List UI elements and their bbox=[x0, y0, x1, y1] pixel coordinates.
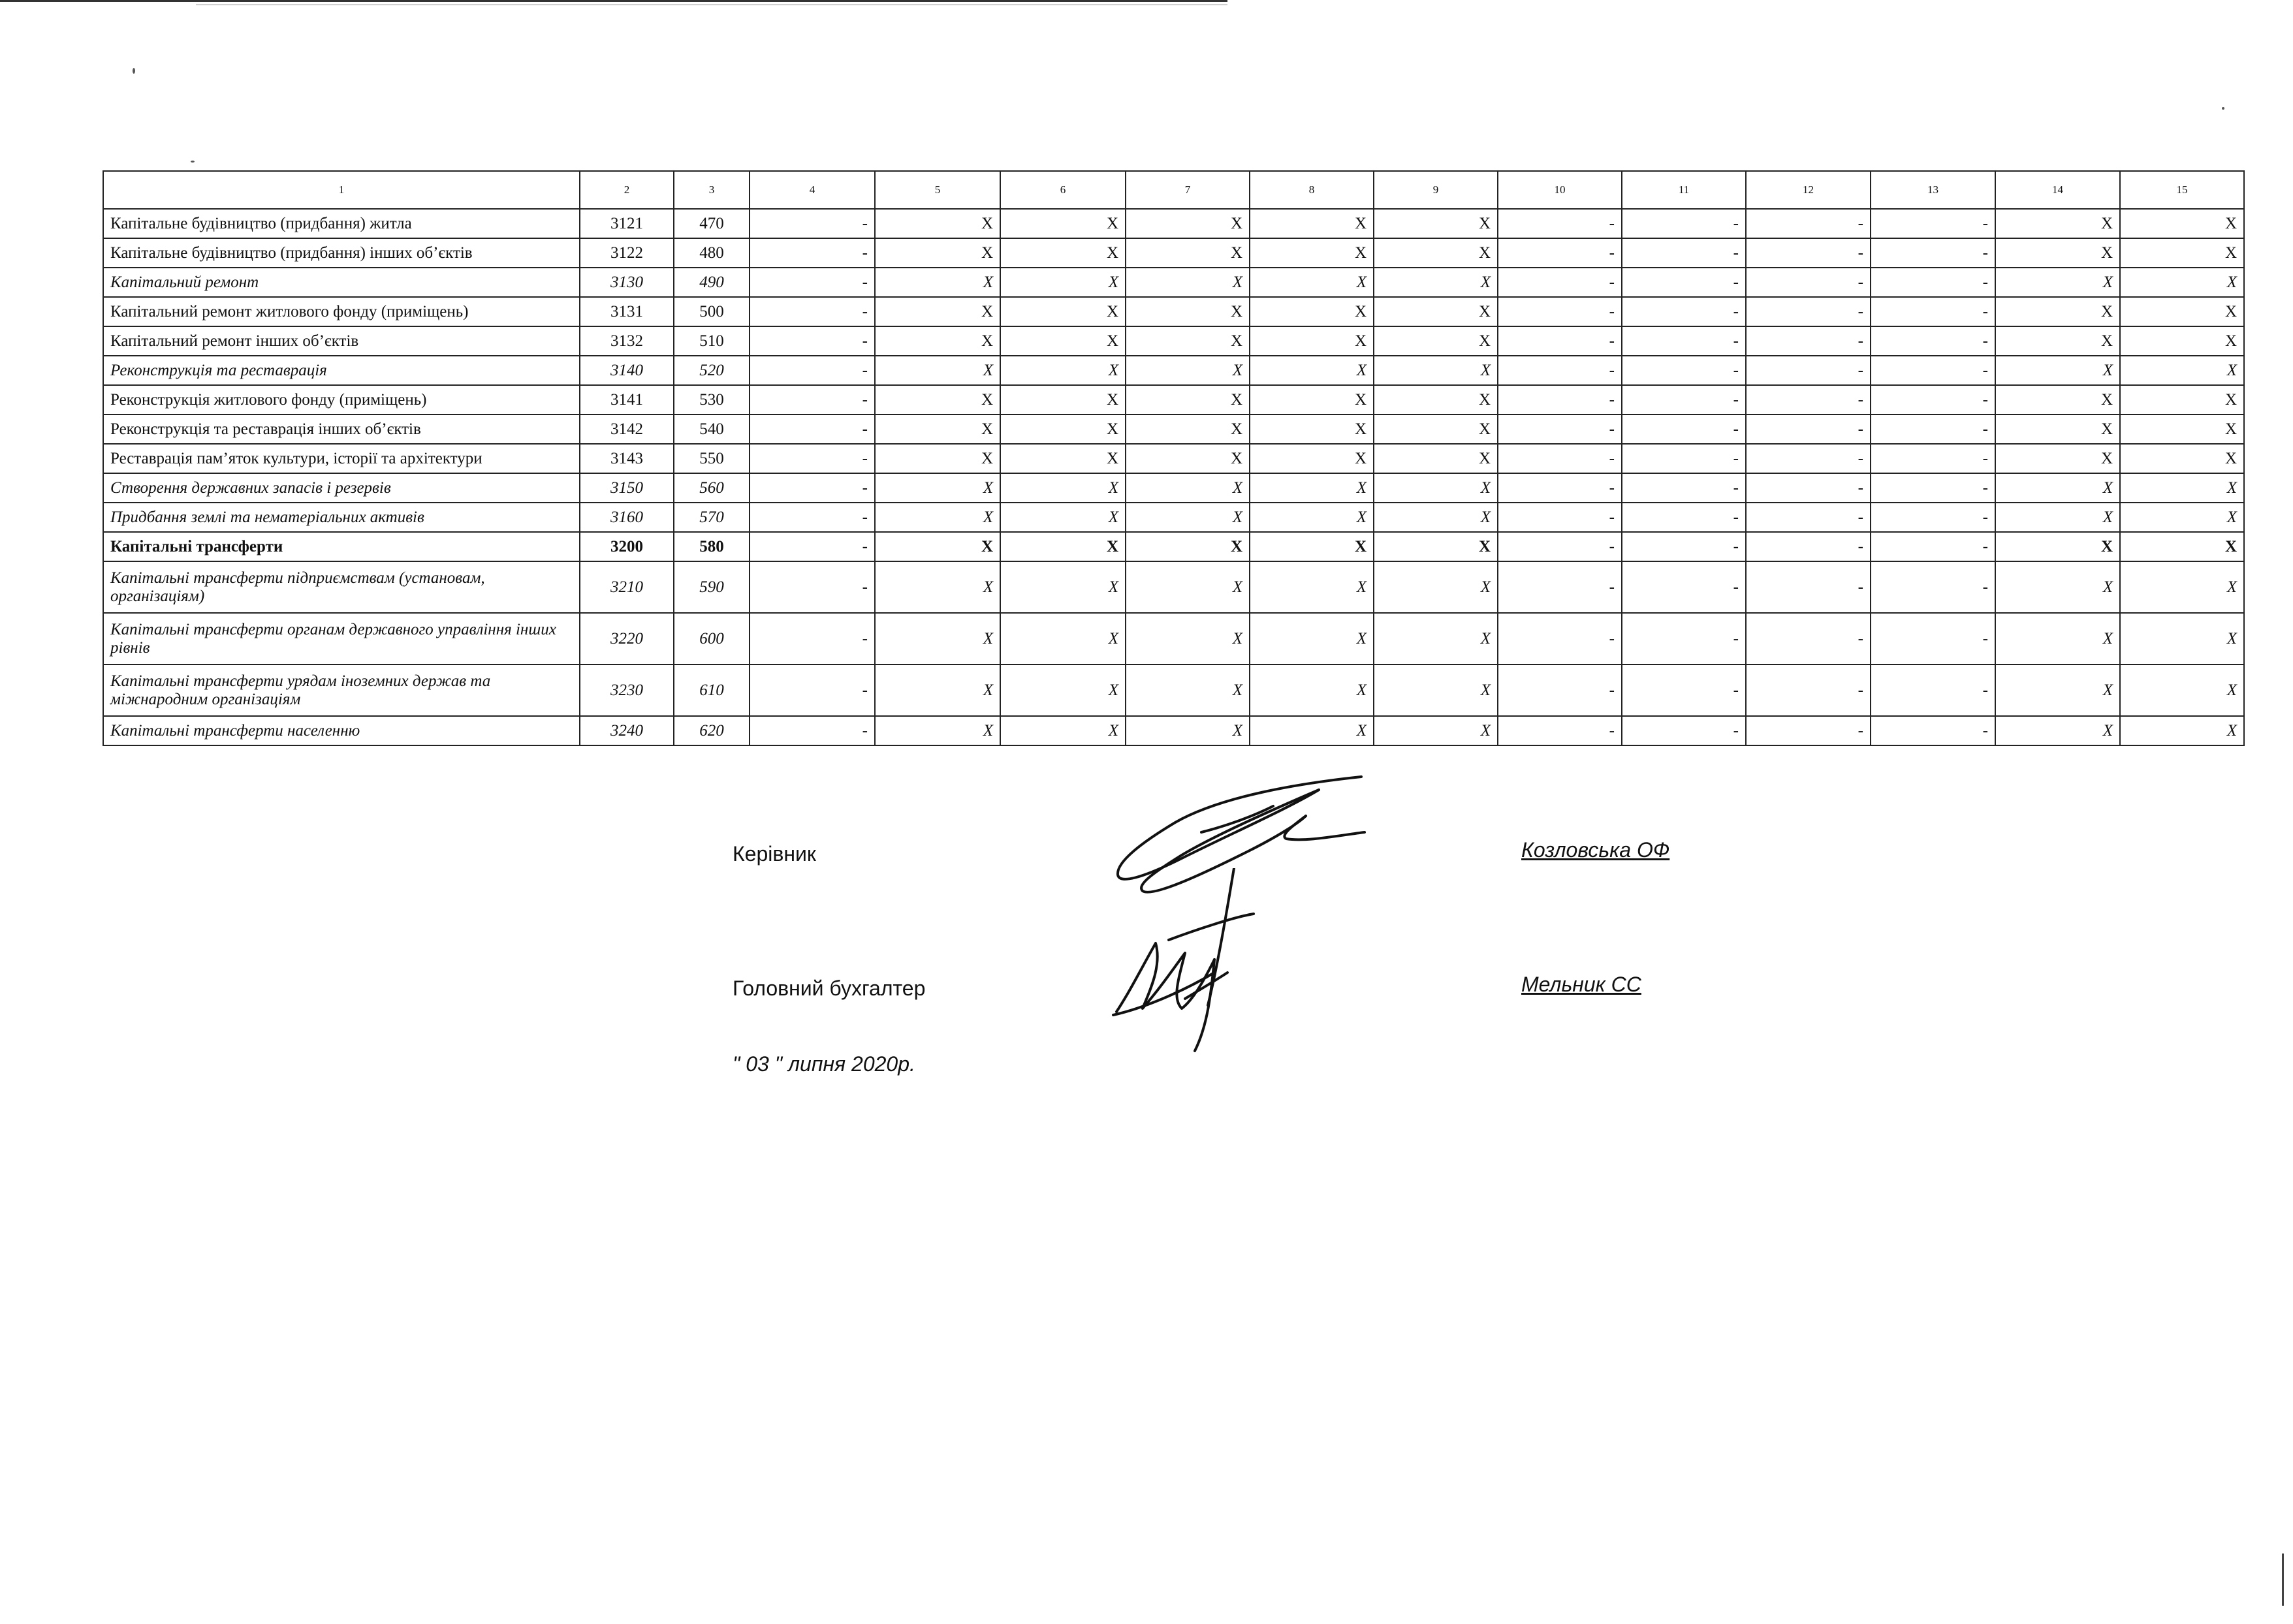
table-row bbox=[103, 297, 2244, 326]
cross-mark-cell: X bbox=[875, 444, 1000, 473]
dash-cell: - bbox=[1871, 414, 1995, 444]
line-code-cell: 550 bbox=[674, 444, 750, 473]
cross-mark-cell: X bbox=[2120, 356, 2244, 385]
cross-mark-cell: X bbox=[2120, 444, 2244, 473]
cross-mark-cell: X bbox=[1000, 385, 1126, 414]
dash-cell: - bbox=[1622, 613, 1746, 664]
dash-cell: - bbox=[1746, 503, 1871, 532]
cross-mark-cell: X bbox=[1126, 356, 1250, 385]
dash-cell: - bbox=[750, 414, 875, 444]
dash-cell: - bbox=[1746, 297, 1871, 326]
cross-mark-cell: X bbox=[1374, 473, 1498, 503]
table-row bbox=[103, 238, 2244, 268]
column-number-header: 14 bbox=[1995, 171, 2120, 209]
dash-cell: - bbox=[1746, 209, 1871, 238]
row-name-cell: Реконструкція житлового фонду (приміщень) bbox=[103, 385, 580, 414]
cross-mark-cell: X bbox=[1000, 444, 1126, 473]
cross-mark-cell: X bbox=[1126, 444, 1250, 473]
dash-cell: - bbox=[1871, 356, 1995, 385]
dash-cell: - bbox=[1622, 385, 1746, 414]
cross-mark-cell: X bbox=[875, 561, 1000, 613]
row-name-cell: Реставрація пам’яток культури, історії та архітектури bbox=[103, 444, 580, 473]
cross-mark-cell: X bbox=[1250, 268, 1374, 297]
cross-mark-cell: X bbox=[1374, 238, 1498, 268]
cross-mark-cell: X bbox=[1995, 532, 2120, 561]
kekv-code-cell: 3230 bbox=[580, 664, 674, 716]
cross-mark-cell: X bbox=[1250, 561, 1374, 613]
column-number-header: 2 bbox=[580, 171, 674, 209]
cross-mark-cell: X bbox=[1250, 238, 1374, 268]
row-name-cell: Капітальний ремонт інших об’єктів bbox=[103, 326, 580, 356]
dash-cell: - bbox=[1746, 532, 1871, 561]
dash-cell: - bbox=[1871, 297, 1995, 326]
cross-mark-cell: X bbox=[875, 356, 1000, 385]
table-row bbox=[103, 561, 2244, 613]
line-code-cell: 510 bbox=[674, 326, 750, 356]
column-number-header: 12 bbox=[1746, 171, 1871, 209]
row-name-cell: Капітальне будівництво (придбання) інших об’єктів bbox=[103, 238, 580, 268]
cross-mark-cell: X bbox=[1000, 503, 1126, 532]
cross-mark-cell: X bbox=[2120, 238, 2244, 268]
line-code-cell: 540 bbox=[674, 414, 750, 444]
cross-mark-cell: X bbox=[1250, 716, 1374, 745]
accountant-label: Головний бухгалтер bbox=[733, 976, 926, 1000]
dash-cell: - bbox=[1498, 503, 1622, 532]
cross-mark-cell: X bbox=[1126, 385, 1250, 414]
head-name: Козловська ОФ bbox=[1521, 838, 1670, 862]
dash-cell: - bbox=[1871, 561, 1995, 613]
cross-mark-cell: X bbox=[875, 664, 1000, 716]
column-number-header: 11 bbox=[1622, 171, 1746, 209]
dash-cell: - bbox=[1498, 238, 1622, 268]
cross-mark-cell: X bbox=[1000, 532, 1126, 561]
row-name-cell: Реконструкція та реставрація bbox=[103, 356, 580, 385]
cross-mark-cell: X bbox=[1995, 326, 2120, 356]
cross-mark-cell: X bbox=[1250, 473, 1374, 503]
capital-expenditure-table bbox=[103, 170, 2245, 746]
cross-mark-cell: X bbox=[1995, 444, 2120, 473]
cross-mark-cell: X bbox=[875, 268, 1000, 297]
cross-mark-cell: X bbox=[1995, 209, 2120, 238]
row-name-cell: Придбання землі та нематеріальних активів bbox=[103, 503, 580, 532]
cross-mark-cell: X bbox=[2120, 664, 2244, 716]
dash-cell: - bbox=[1746, 444, 1871, 473]
dash-cell: - bbox=[1871, 385, 1995, 414]
dash-cell: - bbox=[1622, 326, 1746, 356]
cross-mark-cell: X bbox=[1374, 297, 1498, 326]
cross-mark-cell: X bbox=[1374, 268, 1498, 297]
dash-cell: - bbox=[750, 268, 875, 297]
dash-cell: - bbox=[750, 238, 875, 268]
cross-mark-cell: X bbox=[1000, 268, 1126, 297]
dash-cell: - bbox=[750, 716, 875, 745]
cross-mark-cell: X bbox=[875, 473, 1000, 503]
dash-cell: - bbox=[1871, 326, 1995, 356]
kekv-code-cell: 3140 bbox=[580, 356, 674, 385]
dash-cell: - bbox=[1622, 716, 1746, 745]
cross-mark-cell: X bbox=[1250, 356, 1374, 385]
kekv-code-cell: 3131 bbox=[580, 297, 674, 326]
kekv-code-cell: 3200 bbox=[580, 532, 674, 561]
kekv-code-cell: 3141 bbox=[580, 385, 674, 414]
dash-cell: - bbox=[750, 385, 875, 414]
cross-mark-cell: X bbox=[2120, 385, 2244, 414]
table-row bbox=[103, 209, 2244, 238]
line-code-cell: 530 bbox=[674, 385, 750, 414]
table-row bbox=[103, 268, 2244, 297]
dash-cell: - bbox=[1498, 356, 1622, 385]
dash-cell: - bbox=[1498, 297, 1622, 326]
line-code-cell: 520 bbox=[674, 356, 750, 385]
dash-cell: - bbox=[1498, 532, 1622, 561]
cross-mark-cell: X bbox=[1250, 326, 1374, 356]
dash-cell: - bbox=[1622, 209, 1746, 238]
cross-mark-cell: X bbox=[1000, 716, 1126, 745]
cross-mark-cell: X bbox=[1126, 613, 1250, 664]
line-code-cell: 600 bbox=[674, 613, 750, 664]
accountant-name: Мельник СС bbox=[1521, 973, 1641, 996]
cross-mark-cell: X bbox=[875, 297, 1000, 326]
cross-mark-cell: X bbox=[2120, 716, 2244, 745]
cross-mark-cell: X bbox=[875, 385, 1000, 414]
dash-cell: - bbox=[1622, 414, 1746, 444]
cross-mark-cell: X bbox=[1374, 716, 1498, 745]
dash-cell: - bbox=[1871, 238, 1995, 268]
row-name-cell: Капітальні трансферти підприємствам (установам, організаціям) bbox=[103, 561, 580, 613]
dash-cell: - bbox=[1498, 268, 1622, 297]
cross-mark-cell: X bbox=[1000, 561, 1126, 613]
column-number-header: 4 bbox=[750, 171, 875, 209]
cross-mark-cell: X bbox=[2120, 414, 2244, 444]
row-name-cell: Реконструкція та реставрація інших об’єктів bbox=[103, 414, 580, 444]
dash-cell: - bbox=[1622, 297, 1746, 326]
dash-cell: - bbox=[1622, 664, 1746, 716]
cross-mark-cell: X bbox=[2120, 473, 2244, 503]
head-label: Керівник bbox=[733, 842, 816, 866]
dash-cell: - bbox=[750, 209, 875, 238]
scan-speck bbox=[2282, 1554, 2284, 1606]
cross-mark-cell: X bbox=[1995, 664, 2120, 716]
cross-mark-cell: X bbox=[875, 209, 1000, 238]
row-name-cell: Капітальні трансферти населенню bbox=[103, 716, 580, 745]
cross-mark-cell: X bbox=[1126, 414, 1250, 444]
cross-mark-cell: X bbox=[875, 532, 1000, 561]
row-name-cell: Капітальний ремонт bbox=[103, 268, 580, 297]
dash-cell: - bbox=[750, 613, 875, 664]
row-name-cell: Капітальні трансферти органам державного управління інших рівнів bbox=[103, 613, 580, 664]
row-name-cell: Капітальне будівництво (придбання) житла bbox=[103, 209, 580, 238]
kekv-code-cell: 3130 bbox=[580, 268, 674, 297]
cross-mark-cell: X bbox=[1374, 326, 1498, 356]
cross-mark-cell: X bbox=[1250, 414, 1374, 444]
kekv-code-cell: 3121 bbox=[580, 209, 674, 238]
dash-cell: - bbox=[1746, 664, 1871, 716]
cross-mark-cell: X bbox=[1374, 209, 1498, 238]
table-row bbox=[103, 326, 2244, 356]
dash-cell: - bbox=[1871, 209, 1995, 238]
dash-cell: - bbox=[1746, 716, 1871, 745]
dash-cell: - bbox=[1746, 385, 1871, 414]
cross-mark-cell: X bbox=[1250, 385, 1374, 414]
table-row bbox=[103, 664, 2244, 716]
dash-cell: - bbox=[1498, 326, 1622, 356]
dash-cell: - bbox=[1498, 385, 1622, 414]
cross-mark-cell: X bbox=[2120, 532, 2244, 561]
dash-cell: - bbox=[1746, 473, 1871, 503]
dash-cell: - bbox=[1498, 414, 1622, 444]
cross-mark-cell: X bbox=[875, 613, 1000, 664]
column-number-header: 9 bbox=[1374, 171, 1498, 209]
accountant-signature bbox=[1103, 868, 1273, 1064]
cross-mark-cell: X bbox=[875, 238, 1000, 268]
scan-speck bbox=[2222, 107, 2224, 110]
cross-mark-cell: X bbox=[1995, 613, 2120, 664]
dash-cell: - bbox=[1746, 326, 1871, 356]
dash-cell: - bbox=[1746, 268, 1871, 297]
cross-mark-cell: X bbox=[1995, 503, 2120, 532]
dash-cell: - bbox=[1498, 444, 1622, 473]
line-code-cell: 470 bbox=[674, 209, 750, 238]
cross-mark-cell: X bbox=[1995, 238, 2120, 268]
cross-mark-cell: X bbox=[1374, 356, 1498, 385]
cross-mark-cell: X bbox=[1000, 356, 1126, 385]
cross-mark-cell: X bbox=[1995, 561, 2120, 613]
dash-cell: - bbox=[1498, 473, 1622, 503]
cross-mark-cell: X bbox=[1250, 444, 1374, 473]
dash-cell: - bbox=[750, 444, 875, 473]
dash-cell: - bbox=[1498, 716, 1622, 745]
row-name-cell: Капітальний ремонт житлового фонду (приміщень) bbox=[103, 297, 580, 326]
cross-mark-cell: X bbox=[1250, 297, 1374, 326]
dash-cell: - bbox=[1746, 238, 1871, 268]
cross-mark-cell: X bbox=[1995, 297, 2120, 326]
dash-cell: - bbox=[1871, 503, 1995, 532]
cross-mark-cell: X bbox=[1126, 209, 1250, 238]
cross-mark-cell: X bbox=[1126, 503, 1250, 532]
table-row bbox=[103, 444, 2244, 473]
cross-mark-cell: X bbox=[1000, 297, 1126, 326]
dash-cell: - bbox=[1498, 561, 1622, 613]
kekv-code-cell: 3142 bbox=[580, 414, 674, 444]
cross-mark-cell: X bbox=[1374, 664, 1498, 716]
cross-mark-cell: X bbox=[1374, 414, 1498, 444]
line-code-cell: 590 bbox=[674, 561, 750, 613]
dash-cell: - bbox=[1871, 532, 1995, 561]
cross-mark-cell: X bbox=[875, 414, 1000, 444]
row-name-cell: Створення державних запасів і резервів bbox=[103, 473, 580, 503]
scan-speck bbox=[191, 161, 195, 163]
dash-cell: - bbox=[1622, 356, 1746, 385]
cross-mark-cell: X bbox=[1374, 503, 1498, 532]
dash-cell: - bbox=[750, 356, 875, 385]
dash-cell: - bbox=[1498, 664, 1622, 716]
table-row bbox=[103, 716, 2244, 745]
cross-mark-cell: X bbox=[1250, 613, 1374, 664]
cross-mark-cell: X bbox=[2120, 297, 2244, 326]
dash-cell: - bbox=[1622, 532, 1746, 561]
column-number-header: 1 bbox=[103, 171, 580, 209]
dash-cell: - bbox=[1498, 209, 1622, 238]
cross-mark-cell: X bbox=[2120, 613, 2244, 664]
table-row bbox=[103, 503, 2244, 532]
cross-mark-cell: X bbox=[1995, 268, 2120, 297]
dash-cell: - bbox=[1871, 268, 1995, 297]
cross-mark-cell: X bbox=[1374, 532, 1498, 561]
line-code-cell: 580 bbox=[674, 532, 750, 561]
dash-cell: - bbox=[1871, 664, 1995, 716]
dash-cell: - bbox=[1622, 444, 1746, 473]
line-code-cell: 570 bbox=[674, 503, 750, 532]
cross-mark-cell: X bbox=[1374, 561, 1498, 613]
dash-cell: - bbox=[1746, 414, 1871, 444]
column-number-header: 5 bbox=[875, 171, 1000, 209]
table-row bbox=[103, 414, 2244, 444]
column-number-header: 10 bbox=[1498, 171, 1622, 209]
kekv-code-cell: 3122 bbox=[580, 238, 674, 268]
dash-cell: - bbox=[1871, 444, 1995, 473]
cross-mark-cell: X bbox=[1000, 326, 1126, 356]
cross-mark-cell: X bbox=[1126, 326, 1250, 356]
kekv-code-cell: 3160 bbox=[580, 503, 674, 532]
dash-cell: - bbox=[1498, 613, 1622, 664]
cross-mark-cell: X bbox=[1250, 664, 1374, 716]
cross-mark-cell: X bbox=[2120, 326, 2244, 356]
dash-cell: - bbox=[1746, 561, 1871, 613]
cross-mark-cell: X bbox=[1126, 473, 1250, 503]
dash-cell: - bbox=[1871, 613, 1995, 664]
cross-mark-cell: X bbox=[1126, 297, 1250, 326]
column-number-header: 6 bbox=[1000, 171, 1126, 209]
cross-mark-cell: X bbox=[1126, 532, 1250, 561]
scan-speck bbox=[133, 68, 135, 74]
cross-mark-cell: X bbox=[875, 716, 1000, 745]
column-number-header: 13 bbox=[1871, 171, 1995, 209]
cross-mark-cell: X bbox=[1000, 473, 1126, 503]
cross-mark-cell: X bbox=[1000, 414, 1126, 444]
dash-cell: - bbox=[750, 664, 875, 716]
dash-cell: - bbox=[750, 326, 875, 356]
cross-mark-cell: X bbox=[2120, 503, 2244, 532]
cross-mark-cell: X bbox=[1000, 238, 1126, 268]
cross-mark-cell: X bbox=[875, 326, 1000, 356]
kekv-code-cell: 3210 bbox=[580, 561, 674, 613]
cross-mark-cell: X bbox=[1000, 209, 1126, 238]
dash-cell: - bbox=[1622, 473, 1746, 503]
dash-cell: - bbox=[1622, 268, 1746, 297]
cross-mark-cell: X bbox=[1126, 268, 1250, 297]
line-code-cell: 610 bbox=[674, 664, 750, 716]
dash-cell: - bbox=[750, 561, 875, 613]
cross-mark-cell: X bbox=[1995, 414, 2120, 444]
column-number-header: 7 bbox=[1126, 171, 1250, 209]
line-code-cell: 490 bbox=[674, 268, 750, 297]
dash-cell: - bbox=[750, 297, 875, 326]
table-row bbox=[103, 385, 2244, 414]
cross-mark-cell: X bbox=[1250, 503, 1374, 532]
column-number-header: 15 bbox=[2120, 171, 2244, 209]
table-row bbox=[103, 473, 2244, 503]
signing-date: " 03 " липня 2020р. bbox=[733, 1052, 915, 1076]
column-number-header: 3 bbox=[674, 171, 750, 209]
cross-mark-cell: X bbox=[1995, 356, 2120, 385]
dash-cell: - bbox=[1871, 473, 1995, 503]
cross-mark-cell: X bbox=[1126, 664, 1250, 716]
table-row bbox=[103, 532, 2244, 561]
cross-mark-cell: X bbox=[1995, 716, 2120, 745]
dash-cell: - bbox=[1871, 716, 1995, 745]
line-code-cell: 560 bbox=[674, 473, 750, 503]
dash-cell: - bbox=[1622, 503, 1746, 532]
cross-mark-cell: X bbox=[1126, 716, 1250, 745]
cross-mark-cell: X bbox=[1995, 385, 2120, 414]
dash-cell: - bbox=[1746, 356, 1871, 385]
table-row bbox=[103, 613, 2244, 664]
dash-cell: - bbox=[750, 503, 875, 532]
dash-cell: - bbox=[1746, 613, 1871, 664]
line-code-cell: 620 bbox=[674, 716, 750, 745]
cross-mark-cell: X bbox=[1000, 664, 1126, 716]
dash-cell: - bbox=[750, 473, 875, 503]
cross-mark-cell: X bbox=[1374, 444, 1498, 473]
dash-cell: - bbox=[1622, 238, 1746, 268]
line-code-cell: 480 bbox=[674, 238, 750, 268]
row-name-cell: Капітальні трансферти bbox=[103, 532, 580, 561]
cross-mark-cell: X bbox=[1995, 473, 2120, 503]
cross-mark-cell: X bbox=[1374, 613, 1498, 664]
kekv-code-cell: 3132 bbox=[580, 326, 674, 356]
kekv-code-cell: 3143 bbox=[580, 444, 674, 473]
table-row bbox=[103, 356, 2244, 385]
kekv-code-cell: 3240 bbox=[580, 716, 674, 745]
cross-mark-cell: X bbox=[2120, 561, 2244, 613]
cross-mark-cell: X bbox=[1000, 613, 1126, 664]
cross-mark-cell: X bbox=[1126, 561, 1250, 613]
column-number-header: 8 bbox=[1250, 171, 1374, 209]
table-header-row bbox=[103, 171, 2244, 209]
cross-mark-cell: X bbox=[875, 503, 1000, 532]
kekv-code-cell: 3220 bbox=[580, 613, 674, 664]
row-name-cell: Капітальні трансферти урядам іноземних держав та міжнародним організаціям bbox=[103, 664, 580, 716]
cross-mark-cell: X bbox=[1374, 385, 1498, 414]
kekv-code-cell: 3150 bbox=[580, 473, 674, 503]
cross-mark-cell: X bbox=[1250, 532, 1374, 561]
top-border-line bbox=[0, 0, 1227, 2]
cross-mark-cell: X bbox=[2120, 209, 2244, 238]
cross-mark-cell: X bbox=[2120, 268, 2244, 297]
dash-cell: - bbox=[750, 532, 875, 561]
cross-mark-cell: X bbox=[1126, 238, 1250, 268]
line-code-cell: 500 bbox=[674, 297, 750, 326]
cross-mark-cell: X bbox=[1250, 209, 1374, 238]
dash-cell: - bbox=[1622, 561, 1746, 613]
